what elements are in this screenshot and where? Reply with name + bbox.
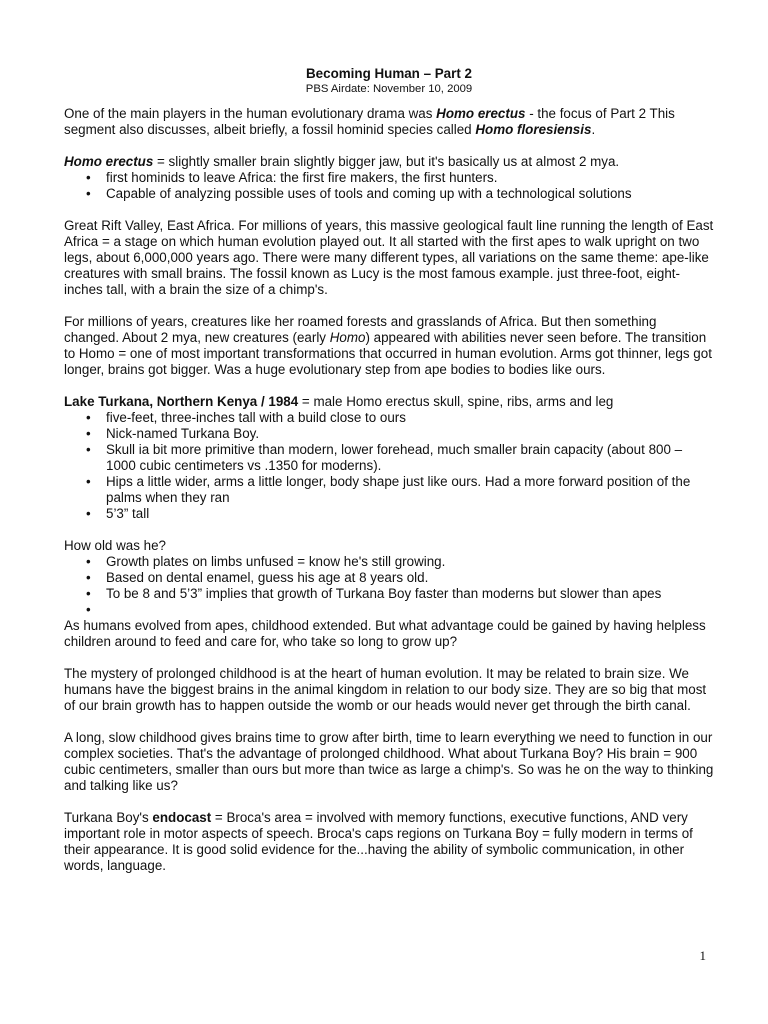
erectus-bullet-list [64,170,714,202]
intro-paragraph [64,106,714,138]
list-item: • Growth plates on limbs unfused = know he's still growing. [106,554,714,570]
mystery-paragraph: The mystery of prolonged childhood is at the heart of human evolution. It may be related to brain size. We humans have the biggest brains in the animal kingdom in relation to our body size. They are so big that most of our brain growth has to happen outside the womb or our heads would never get through the birth canal. [64,666,707,713]
list-item: • Skull ia bit more primitive than modern, lower forehead, much smaller brain capacity (about 800 – 1000 cubic centimeters vs .1350 for moderns). [106,442,714,474]
early-homo-text-2: ) appeared with abilities never seen before. The transition to Homo = one of most important transformations that occurred in human evolution. Arms got thinner, legs got longer, brains got bigger. Was a huge evolutionary step from ape bodies to bodies like ours. [64,330,712,377]
erectus-text: = slightly smaller brain slightly bigger jaw, but it's basically us at almost 2 mya. [153,154,620,169]
erectus-paragraph [64,154,714,170]
turkana-heading: Lake Turkana, Northern Kenya / 1984 [64,394,299,409]
list-item [106,602,714,618]
airdate-line: PBS Airdate: November 10, 2009 [305,83,473,95]
list-item: • Capable of analyzing possible uses of tools and coming up with a technological solutions [106,186,714,202]
early-homo-paragraph [64,314,714,378]
slow-childhood-paragraph: A long, slow childhood gives brains time to grow after birth, time to learn everything we need to function in our complex societies. That's the advantage of prolonged childhood. What about Turkana Boy? His brain = 900 cubic centimeters, smaller than ours but more than twice as large a chimp's. So was he on the way to thinking and talking like us? [64,730,714,793]
endocast-paragraph [64,810,714,874]
childhood-paragraph: As humans evolved from apes, childhood extended. But what advantage could be gained by having helpless children around to feed and care for, who take so long to grow up? [64,618,706,649]
turkana-bullet-list [64,410,714,522]
page-number: 1 [699,948,706,963]
intro-text-2: - the focus of Part 2 This segment also discusses, albeit briefly, a fossil hominid species called [64,106,675,137]
list-item: • To be 8 and 5’3” implies that growth of Turkana Boy faster than moderns but slower than apes [106,586,714,602]
turkana-text: = male Homo erectus skull, spine, ribs, arms and leg [298,394,614,409]
endocast-text-2: = Broca's area = involved with memory functions, executive functions, AND very important role in motor aspects of speech. Broca's caps regions on Turkana Boy = fully modern in terms of their appearance. It is good solid evidence for the...having the ability of symbolic communication, in other words, language. [64,810,693,873]
homo-erectus-term: Homo erectus [436,106,526,121]
list-item: • Based on dental enamel, guess his age at 8 years old. [106,570,714,586]
endocast-text-1: Turkana Boy's [64,810,153,825]
erectus-term: Homo erectus [64,154,154,169]
age-bullet-list [64,554,714,618]
document-page [64,66,714,890]
list-item: • 5’3” tall [106,506,714,522]
document-title: Becoming Human – Part 2 [306,66,472,81]
intro-text-3: . [591,122,596,137]
list-item: • first hominids to leave Africa: the first fire makers, the first hunters. [106,170,714,186]
list-item: • Hips a little wider, arms a little longer, body shape just like ours. Had a more forward position of the palms when they ran [106,474,714,506]
homo-floresiensis-term: Homo floresiensis [475,122,592,137]
early-homo-text-1: For millions of years, creatures like her roamed forests and grasslands of Africa. But then something changed. About 2 mya, new creatures (early [64,314,657,345]
intro-text-1: One of the main players in the human evolutionary drama was [64,106,437,121]
rift-valley-paragraph: Great Rift Valley, East Africa. For millions of years, this massive geological fault line running the length of East Africa = a stage on which human evolution played out. It all started with the first apes to walk upright on two legs, about 6,000,000 years ago. There were many different types, all variations on the same theme: ape-like creatures with small brains. The fossil known as Lucy is the most famous example. just three-foot, eight-inches tall, with a brain the size of a chimp's. [64,218,714,297]
list-item: • five-feet, three-inches tall with a build close to ours [106,410,714,426]
homo-term: Homo [329,330,366,345]
turkana-paragraph [64,394,714,410]
age-question: How old was he? [64,538,166,553]
endocast-term: endocast [152,810,212,825]
list-item: • Nick-named Turkana Boy. [106,426,714,442]
